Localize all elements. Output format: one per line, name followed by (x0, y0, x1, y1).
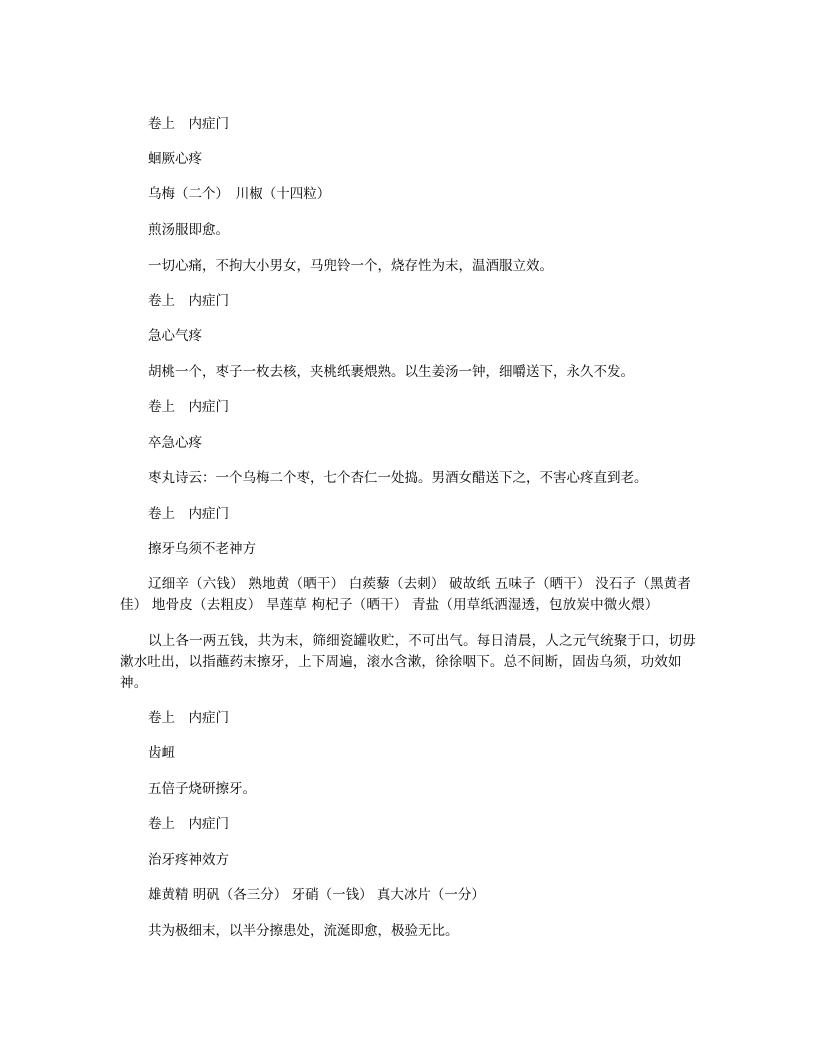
remedy-title: 治牙疼神效方 (148, 852, 229, 868)
remedy-title: 蛔厥心疼 (148, 151, 202, 167)
remedy-instructions: 煎汤服即愈。 (148, 222, 229, 238)
section-header: 卷上 内症门 (148, 293, 229, 309)
section-header: 卷上 内症门 (148, 506, 229, 522)
section-header: 卷上 内症门 (148, 399, 229, 415)
section-header: 卷上 内症门 (148, 816, 229, 832)
remedy-text: 胡桃一个，枣子一枚去核，夹桃纸裹煨熟。以生姜汤一钟，细嚼送下，永久不发。 (148, 364, 634, 380)
remedy-instructions: 共为极细末，以半分擦患处，流涎即愈，极验无比。 (148, 923, 459, 939)
section-header: 卷上 内症门 (148, 116, 229, 132)
remedy-title: 急心气疼 (148, 328, 202, 344)
remedy-title: 齿衄 (148, 745, 175, 761)
remedy-title: 擦牙乌须不老神方 (148, 541, 256, 557)
remedy-ingredients: 雄黄精 明矾（各三分） 牙硝（一钱） 真大冰片（一分） (148, 887, 485, 903)
remedy-ingredients: 乌梅（二个） 川椒（十四粒） (148, 186, 331, 202)
remedy-instructions: 以上各一两五钱，共为末，筛细瓷罐收贮，不可出气。每日清晨，人之元气统聚于口，切毋漱水吐出，以指蘸药末擦牙，上下周遍，滚水含漱，徐徐咽下。总不间断，固齿乌须，功效如神。 (120, 633, 696, 691)
section-header: 卷上 内症门 (148, 710, 229, 726)
remedy-text: 枣丸诗云：一个乌梅二个枣，七个杏仁一处捣。男酒女醋送下之，不害心疼直到老。 (148, 470, 648, 486)
remedy-text: 五倍子烧研擦牙。 (148, 781, 256, 797)
remedy-ingredients: 辽细辛（六钱） 熟地黄（晒干） 白蒺藜（去刺） 破故纸 五味子（晒干） 没石子（黑黄者佳） 地骨皮（去粗皮） 旱莲草 枸杞子（晒干） 青盐（用草纸洒湿透，包放炭中微火煨） (120, 576, 692, 613)
remedy-text: 一切心痛，不拘大小男女，马兜铃一个，烧存性为末，温酒服立效。 (148, 258, 553, 274)
remedy-title: 卒急心疼 (148, 435, 202, 451)
